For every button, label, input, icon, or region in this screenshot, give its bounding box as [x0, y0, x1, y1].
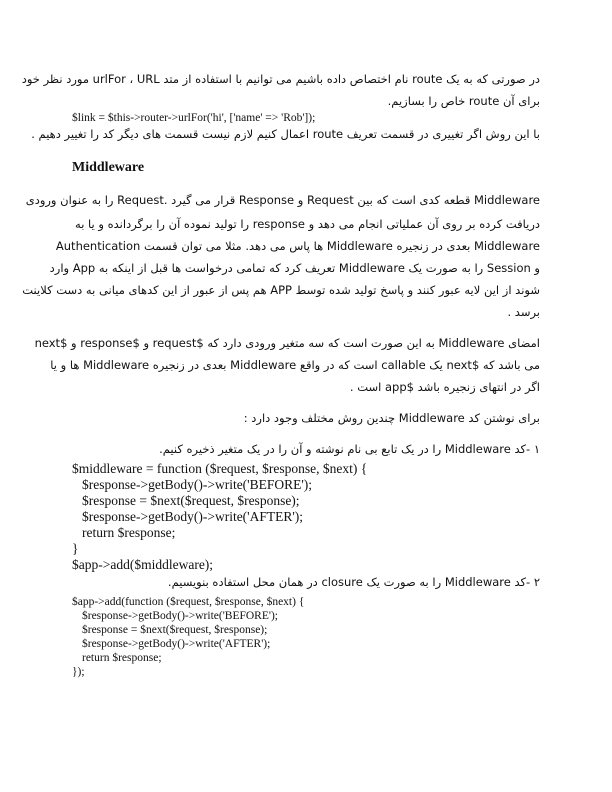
code1-line-4: $response->getBody()->write('AFTER');	[82, 509, 304, 524]
code1-line-5: return $response;	[82, 525, 176, 540]
para2-line-2: می باشد که $next یک callable است که در واقع Middleware بعدی در زنجیره Middleware ها و یا	[50, 358, 540, 372]
code1-line-6: }	[72, 541, 79, 556]
para1-line-6: برسد .	[507, 305, 540, 319]
para1-line-3: Middleware بعدی در زنجیره Middleware ها پاس می دهد. مثلا می توان قسمت Authentication	[55, 239, 540, 253]
code2-line-3: $response = $next($request, $response);	[82, 624, 268, 636]
list-item-1: ۱ -کد Middleware را در یک تابع بی نام نوشته و آن را در یک متغیر ذخیره کنیم.	[159, 442, 540, 456]
intro-line-2: برای آن route خاص را بسازیم.	[387, 94, 540, 108]
list-item-2: ۲ -کد Middleware را به صورت یک closure در همان محل استفاده بنویسیم.	[167, 575, 540, 589]
section-heading: Middleware	[72, 160, 145, 175]
code2-line-6: });	[72, 666, 85, 678]
para1-line-4: و Session را به صورت یک Middleware تعریف کرد که تمامی درخواست ها قبل از اینکه به App وارد	[49, 261, 540, 275]
para2-line-3: اگر در انتهای زنجیره باشد $app است .	[349, 380, 540, 394]
code2-line-2: $response->getBody()->write('BEFORE');	[82, 610, 278, 622]
para2-line-1: امضای Middleware به این صورت است که سه متغیر ورودی دارد که $request و $response و $next	[34, 336, 540, 350]
para1-line-5: شوند از این لایه عبور کنند و پاسخ تولید شده توسط APP هم پس از عبور از این کدهای میانی به دست کلاینت	[22, 283, 540, 297]
code2-line-5: return $response;	[82, 652, 162, 664]
code1-line-2: $response->getBody()->write('BEFORE');	[82, 477, 313, 492]
intro-code: $link = $this->router->urlFor('hi', ['name' => 'Rob']);	[72, 112, 316, 124]
para1-line-2: دریافت کرده بر روی آن عملیاتی انجام می دهد و response را تولید نموده آن را برگردانده و یا به	[75, 217, 540, 231]
intro-line-3: با این روش اگر تغییری در قسمت تعریف route اعمال کنیم لازم نیست قسمت های دیگر کد را تغییر دهیم .	[31, 127, 540, 141]
intro-line-1: در صورتی که به یک route نام اختصاص داده باشیم می توانیم با استفاده از متد urlFor ، URL مورد نظر خود	[21, 72, 540, 86]
code1-line-3: $response = $next($request, $response);	[82, 493, 300, 508]
code1-line-7: $app->add($middleware);	[72, 557, 214, 572]
code2-line-4: $response->getBody()->write('AFTER');	[82, 638, 271, 650]
code1-line-1: $middleware = function ($request, $response, $next) {	[72, 461, 368, 476]
para1-line-1: Middleware قطعه کدی است که بین Request و Response قرار می گیرد .Request را به عنوان ورودی	[25, 193, 540, 207]
code2-line-1: $app->add(function ($request, $response, $next) {	[72, 596, 305, 608]
para3: برای نوشتن کد Middleware چندین روش مختلف وجود دارد :	[243, 411, 540, 425]
